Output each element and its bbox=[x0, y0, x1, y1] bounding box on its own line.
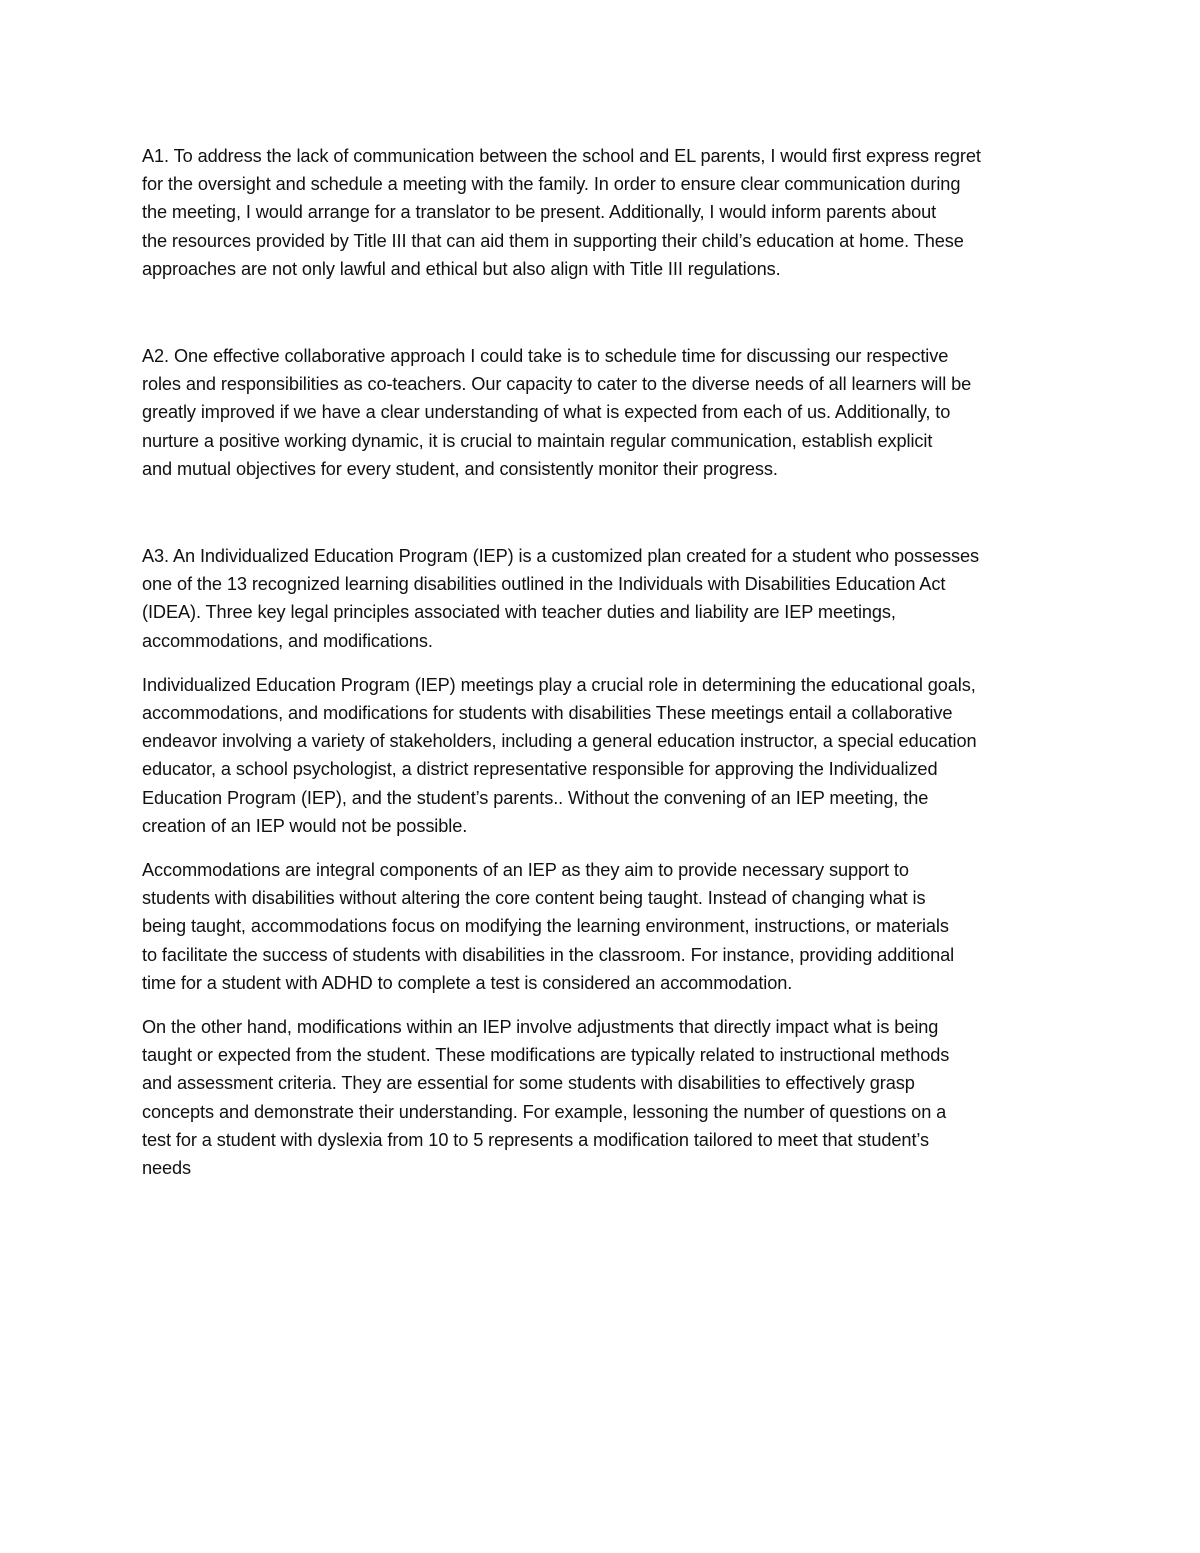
text-line: endeavor involving a variety of stakeholders, including a general education instructor, a special education bbox=[142, 731, 977, 752]
text-line: and assessment criteria. They are essential for some students with disabilities to effectively grasp bbox=[142, 1073, 915, 1094]
text-line: (IDEA). Three key legal principles associated with teacher duties and liability are IEP meetings, bbox=[142, 602, 896, 623]
text-line: Education Program (IEP), and the student’s parents.. Without the convening of an IEP meeting, the bbox=[142, 787, 929, 808]
paragraph-a2 bbox=[142, 342, 1066, 483]
text-line: approaches are not only lawful and ethical but also align with Title III regulations. bbox=[142, 258, 781, 279]
paragraph-spacer bbox=[142, 655, 1066, 671]
text-line: A1. To address the lack of communication between the school and EL parents, I would first express regret bbox=[142, 146, 981, 166]
text-line: A2. One effective collaborative approach I could take is to schedule time for discussing our respective bbox=[142, 346, 949, 367]
paragraph-a3-intro bbox=[142, 542, 1066, 655]
section-spacer bbox=[142, 483, 1066, 542]
paragraph-a3-modifications bbox=[142, 1013, 1066, 1182]
section-spacer bbox=[142, 283, 1066, 342]
text-line: On the other hand, modifications within an IEP involve adjustments that directly impact what is being bbox=[142, 1017, 939, 1038]
text-line: test for a student with dyslexia from 10 to 5 represents a modification tailored to meet that student’s bbox=[142, 1129, 930, 1150]
paragraph-a3-meetings bbox=[142, 671, 1066, 840]
text-line: needs bbox=[142, 1158, 192, 1179]
text-line: to facilitate the success of students with disabilities in the classroom. For instance, providing additional bbox=[142, 944, 955, 965]
text-line: concepts and demonstrate their understanding. For example, lessoning the number of questions on a bbox=[142, 1101, 947, 1122]
text-line: accommodations, and modifications for students with disabilities These meetings entail a collaborative bbox=[142, 703, 953, 724]
text-line: Accommodations are integral components of an IEP as they aim to provide necessary support to bbox=[142, 860, 909, 881]
document-body bbox=[142, 142, 1066, 1182]
paragraph-spacer bbox=[142, 997, 1066, 1013]
text-line: accommodations, and modifications. bbox=[142, 630, 433, 651]
text-line: students with disabilities without altering the core content being taught. Instead of changing what is bbox=[142, 888, 926, 909]
text-line: the resources provided by Title III that can aid them in supporting their child’s education at home. These bbox=[142, 230, 964, 251]
text-line: the meeting, I would arrange for a translator to be present. Additionally, I would inform parents about bbox=[142, 202, 937, 223]
text-line: time for a student with ADHD to complete a test is considered an accommodation. bbox=[142, 972, 793, 993]
text-line: A3. An Individualized Education Program (IEP) is a customized plan created for a student who possesses bbox=[142, 546, 979, 567]
text-line: creation of an IEP would not be possible. bbox=[142, 815, 468, 836]
text-line: one of the 13 recognized learning disabilities outlined in the Individuals with Disabilities Education Act bbox=[142, 574, 946, 595]
paragraph-a1 bbox=[142, 142, 1066, 283]
text-line: being taught, accommodations focus on modifying the learning environment, instructions, or materials bbox=[142, 916, 949, 937]
text-line: and mutual objectives for every student, and consistently monitor their progress. bbox=[142, 458, 778, 479]
text-line: Individualized Education Program (IEP) meetings play a crucial role in determining the educational goals, bbox=[142, 674, 976, 695]
text-line: roles and responsibilities as co-teachers. Our capacity to cater to the diverse needs of all learners will be bbox=[142, 374, 972, 395]
paragraph-a3-accommodations bbox=[142, 856, 1066, 997]
text-line: educator, a school psychologist, a district representative responsible for approving the Individualized bbox=[142, 759, 938, 780]
text-line: nurture a positive working dynamic, it is crucial to maintain regular communication, establish explicit bbox=[142, 430, 933, 451]
text-line: taught or expected from the student. These modifications are typically related to instructional methods bbox=[142, 1045, 950, 1066]
text-line: greatly improved if we have a clear understanding of what is expected from each of us. Additionally, to bbox=[142, 402, 951, 423]
paragraph-spacer bbox=[142, 840, 1066, 856]
text-line: for the oversight and schedule a meeting with the family. In order to ensure clear communication during bbox=[142, 174, 961, 195]
